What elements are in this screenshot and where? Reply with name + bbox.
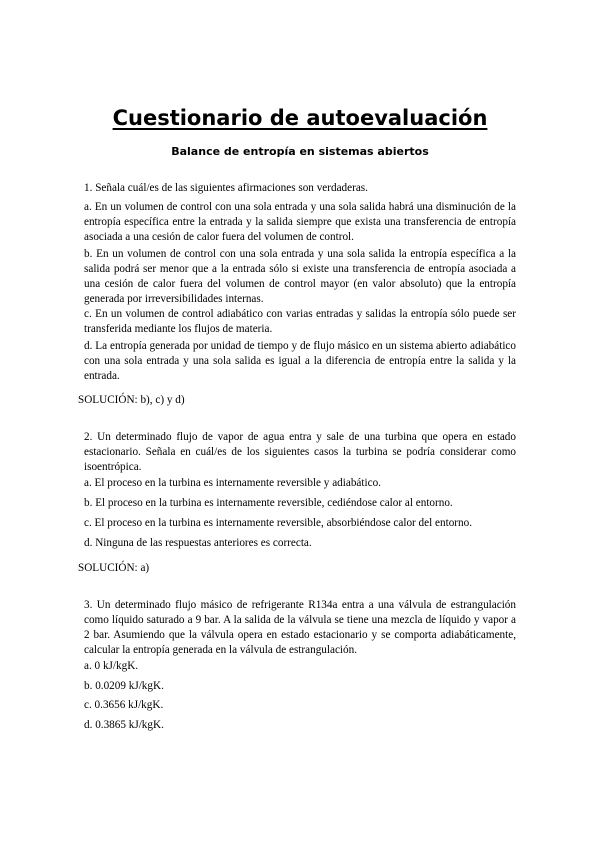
question-3-option-c: c. 0.3656 kJ/kgK. <box>84 699 164 711</box>
question-3-option-a: a. 0 kJ/kgK. <box>84 660 139 672</box>
page-title: Cuestionario de autoevaluación <box>112 106 488 130</box>
question-2-option-d: d. Ninguna de las respuestas anteriores es correcta. <box>84 537 312 549</box>
question-1-option-d: d. La entropía generada por unidad de tiempo y de flujo másico en un sistema abierto adiabático con una sola entrada y una sola salida es igual a la diferencia de entropía entre la salida y la entrada. <box>84 340 516 382</box>
question-2-solution: SOLUCIÓN: a) <box>78 562 150 574</box>
question-2-stem: 2. Un determinado flujo de vapor de agua entra y sale de una turbina que opera en estado estacionario. Señala en cuál/es de los siguientes casos la turbina se podría considerar como isoentrópica. <box>84 431 516 473</box>
question-3-option-d: d. 0.3865 kJ/kgK. <box>84 719 164 731</box>
question-2-option-c: c. El proceso en la turbina es internamente reversible, absorbiéndose calor del entorno. <box>84 517 472 529</box>
question-1-option-b: b. En un volumen de control con una sola entrada y una sola salida la entropía específica a la salida podrá ser menor que a la entrada sólo si existe una transferencia de entropía asociada a una cesión de calor fuera del volumen de control mayor (en valor absoluto) que la entropía generada por irreversibilidades internas. <box>84 248 516 305</box>
question-1-stem: 1. Señala cuál/es de las siguientes afirmaciones son verdaderas. <box>84 182 368 194</box>
question-3-stem: 3. Un determinado flujo másico de refrigerante R134a entra a una válvula de estrangulación como líquido saturado a 9 bar. A la salida de la válvula se tiene una mezcla de líquido y vapor a 2 bar. Asumiendo que la válvula opera en estado estacionario y se comporta adiabáticamente, calcular la entropía generada en la válvula de estrangulación. <box>84 599 516 656</box>
question-3-option-b: b. 0.0209 kJ/kgK. <box>84 680 164 692</box>
question-1-option-c: c. En un volumen de control adiabático con varias entradas y salidas la entropía sólo puede ser transferida mediante los flujos de materia. <box>84 308 516 335</box>
page-subtitle: Balance de entropía en sistemas abiertos <box>171 145 429 158</box>
question-1-option-a: a. En un volumen de control con una sola entrada y una sola salida habrá una disminución de la entropía específica entre la entrada y la salida siempre que exista una transferencia de entropía asociada a una cesión de calor fuera del volumen de control. <box>84 201 516 243</box>
question-2-option-b: b. El proceso en la turbina es internamente reversible, cediéndose calor al entorno. <box>84 497 453 509</box>
question-1-solution: SOLUCIÓN: b), c) y d) <box>78 394 185 406</box>
question-2-option-a: a. El proceso en la turbina es internamente reversible y adiabático. <box>84 477 381 489</box>
